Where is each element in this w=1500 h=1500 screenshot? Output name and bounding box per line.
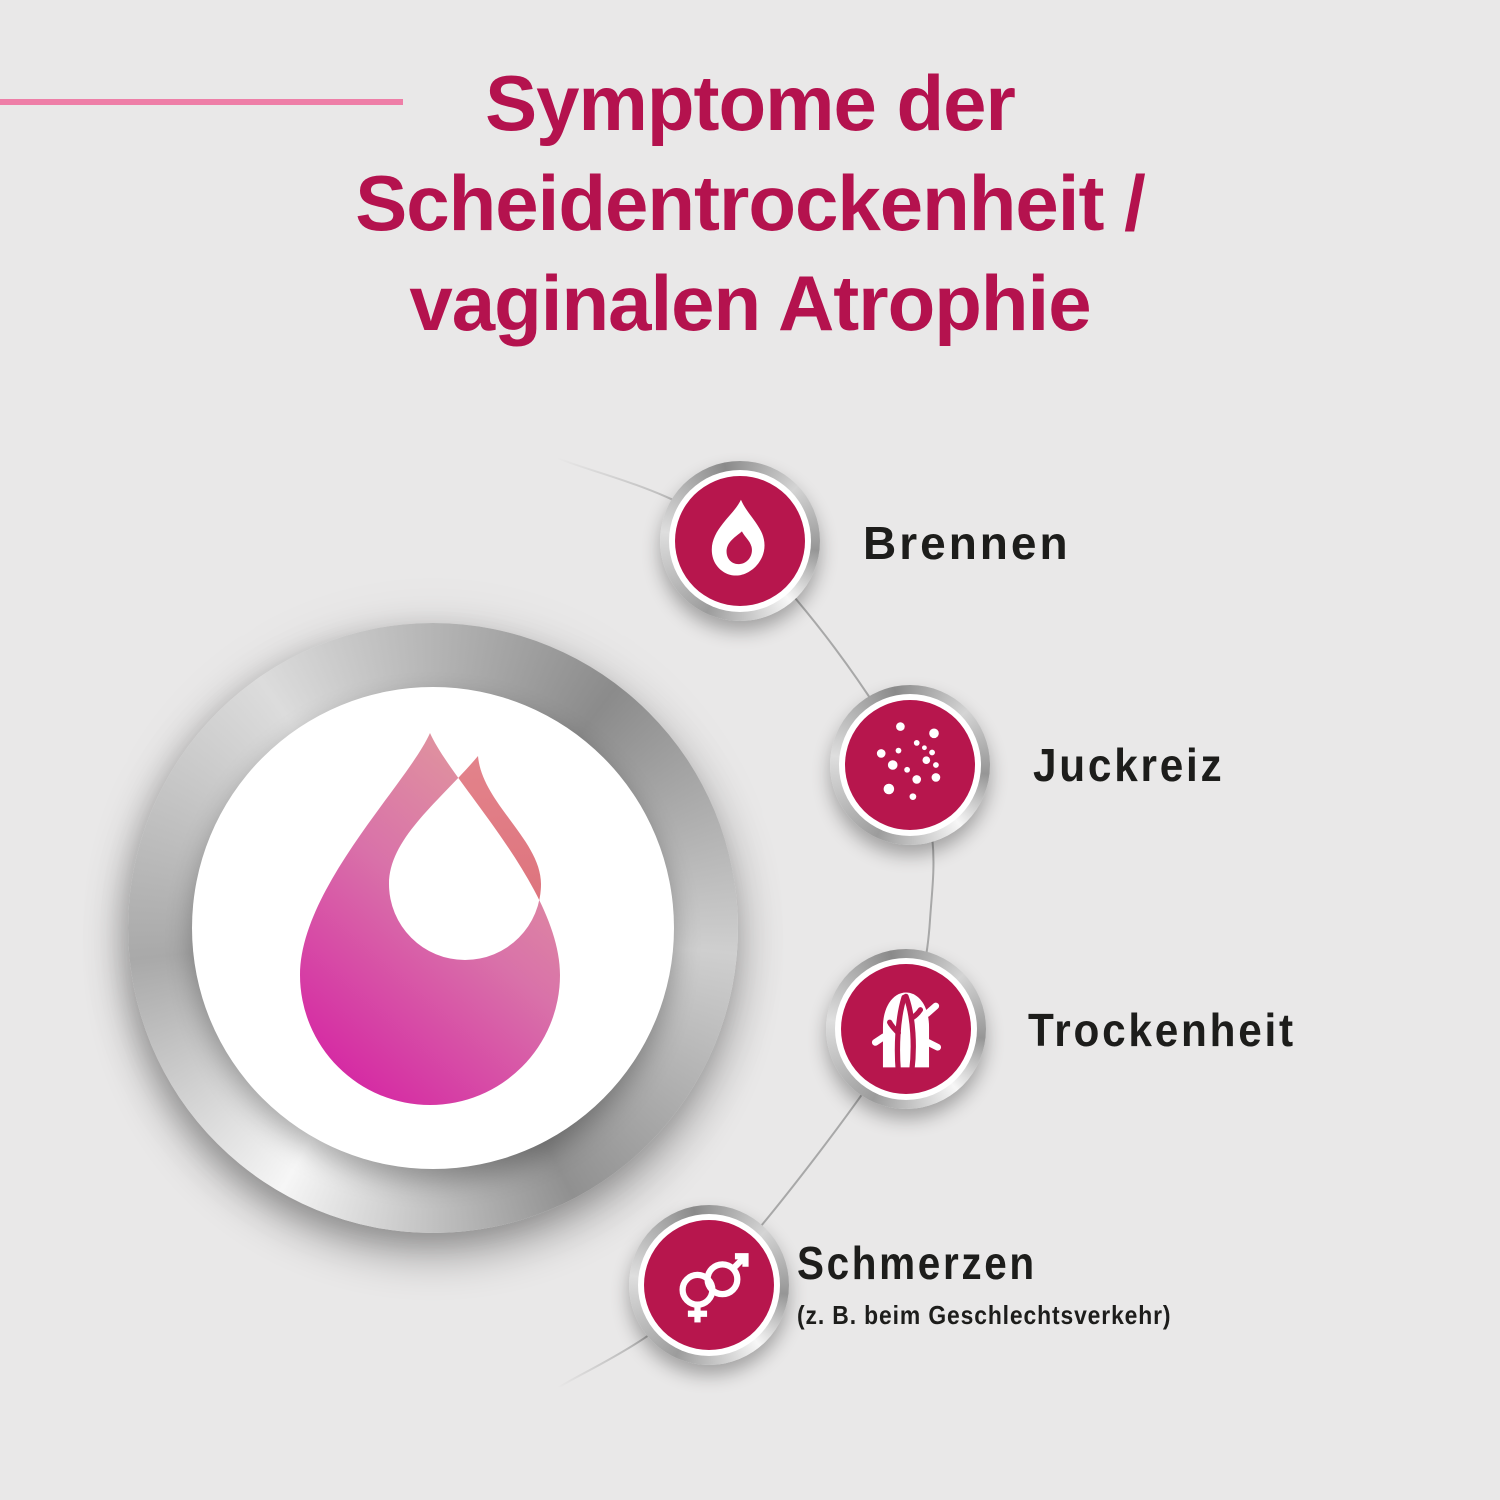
cactus-icon [858, 981, 954, 1077]
symptom-badge-brennen [660, 461, 820, 621]
symptom-badge-trockenheit [826, 949, 986, 1109]
symptom-badge-schmerzen [629, 1205, 789, 1365]
title-line-3: vaginalen Atrophie [409, 259, 1091, 347]
double-drop-logo-icon [193, 688, 673, 1168]
badge-core [644, 1220, 774, 1350]
symptom-label-juckreiz: Juckreiz [1033, 739, 1225, 791]
symptom-badge-juckreiz [830, 685, 990, 845]
title-line-2: Scheidentrockenheit / [355, 159, 1145, 247]
symptom-label-brennen: Brennen [863, 517, 1071, 569]
flame-icon [692, 493, 788, 589]
title-line-1: Symptome der [485, 59, 1015, 147]
itch-dots-icon [862, 717, 958, 813]
badge-core [675, 476, 805, 606]
symptom-sublabel-schmerzen: (z. B. beim Geschlechtsverkehr) [797, 1300, 1172, 1330]
symptom-label-schmerzen [797, 1236, 1171, 1331]
page-title [75, 53, 1425, 353]
badge-core [841, 964, 971, 1094]
symptom-label-trockenheit: Trockenheit [1028, 1004, 1296, 1056]
gender-symbols-icon [661, 1237, 757, 1333]
symptom-label-schmerzen-main: Schmerzen [797, 1237, 1037, 1289]
badge-core [845, 700, 975, 830]
logo-badge [128, 623, 738, 1233]
